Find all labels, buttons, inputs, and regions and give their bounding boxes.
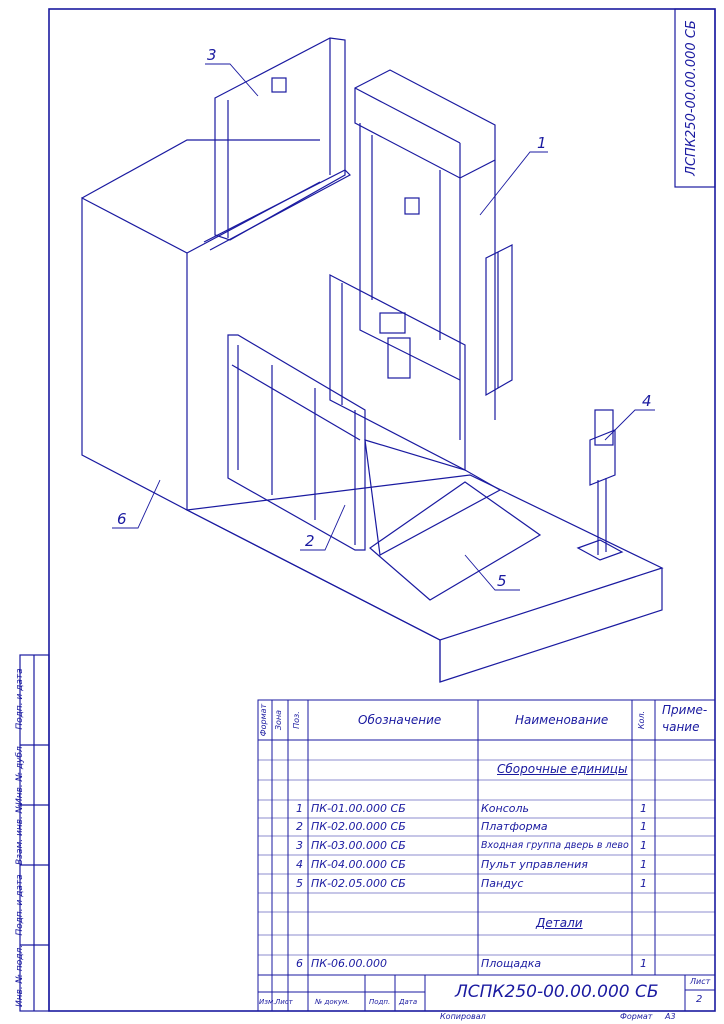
title-col: № докум. — [315, 998, 350, 1006]
row-pos: 5 — [296, 877, 303, 890]
header-note-2: чание — [662, 720, 700, 734]
title-col: Подп. — [369, 998, 391, 1006]
side-strip-label: Инв. № дубл. — [15, 743, 25, 805]
row-name: Платформа — [481, 820, 548, 833]
row-qty: 1 — [640, 877, 647, 890]
title-col: Изм. — [259, 998, 276, 1006]
callout-6: 6 — [117, 510, 127, 528]
base-plate — [187, 475, 662, 682]
row-designation: ПК-02.00.000 СБ — [311, 820, 406, 833]
row-designation: ПК-01.00.000 СБ — [311, 802, 406, 815]
header-designation: Обозначение — [358, 713, 442, 727]
glass-door — [228, 335, 365, 550]
part-row-qty: 1 — [640, 957, 647, 970]
row-qty: 1 — [640, 858, 647, 871]
row-pos: 1 — [296, 802, 303, 815]
title-col: Лист — [275, 998, 293, 1006]
spec-table-grid — [258, 700, 715, 975]
title-col: Дата — [399, 998, 418, 1006]
drawing-code-vertical: ЛСПК250-00.00.000 СБ — [684, 20, 699, 176]
row-designation: ПК-03.00.000 СБ — [311, 839, 406, 852]
row-name: Пандус — [481, 877, 524, 890]
part-row-designation: ПК-06.00.000 — [311, 957, 388, 970]
row-name: Пульт управления — [481, 858, 588, 871]
callout-3: 3 — [207, 46, 217, 64]
callout-4: 4 — [642, 392, 652, 410]
console-tower — [355, 70, 512, 440]
side-strip-label: Инв. № подл. — [15, 944, 25, 1007]
section-parts: Детали — [536, 916, 583, 930]
row-designation: ПК-02.05.000 СБ — [311, 877, 406, 890]
row-qty: 1 — [640, 839, 647, 852]
header-name: Наименование — [515, 713, 609, 727]
footer-format-value: А3 — [665, 1012, 676, 1021]
entrance-door — [204, 38, 350, 250]
section-assemblies: Сборочные единицы — [497, 762, 628, 776]
header-qty: Кол. — [637, 710, 646, 730]
row-name: Консоль — [481, 802, 530, 815]
sheet-label: Лист — [690, 977, 711, 986]
part-row-pos: 6 — [296, 957, 303, 970]
header-pos: Поз. — [292, 711, 301, 729]
row-pos: 3 — [296, 839, 303, 852]
callout-1: 1 — [537, 134, 547, 152]
part-row-name: Площадка — [481, 957, 542, 970]
footer-copied: Копировал — [440, 1012, 486, 1021]
side-strip-label: Подп. и дата — [15, 874, 25, 936]
side-strip-label: Взам. инв. № — [15, 803, 25, 865]
callout-2: 2 — [305, 532, 315, 550]
header-note-1: Приме- — [662, 703, 708, 717]
row-name: Входная группа дверь в лево — [481, 840, 629, 851]
row-pos: 2 — [296, 820, 303, 833]
wall — [82, 140, 440, 682]
side-strip-label: Подп. и дата — [15, 668, 25, 730]
row-pos: 4 — [296, 858, 303, 871]
header-zone: Зона — [274, 709, 283, 731]
callout-5: 5 — [497, 572, 507, 590]
header-format: Формат — [259, 703, 268, 737]
row-qty: 1 — [640, 802, 647, 815]
row-qty: 1 — [640, 820, 647, 833]
row-designation: ПК-04.00.000 СБ — [311, 858, 406, 871]
leaders — [112, 64, 655, 590]
sheet-number: 2 — [696, 994, 703, 1005]
title-block-code: ЛСПК250-00.00.000 СБ — [455, 982, 659, 1002]
footer-format-label: Формат — [620, 1012, 653, 1021]
